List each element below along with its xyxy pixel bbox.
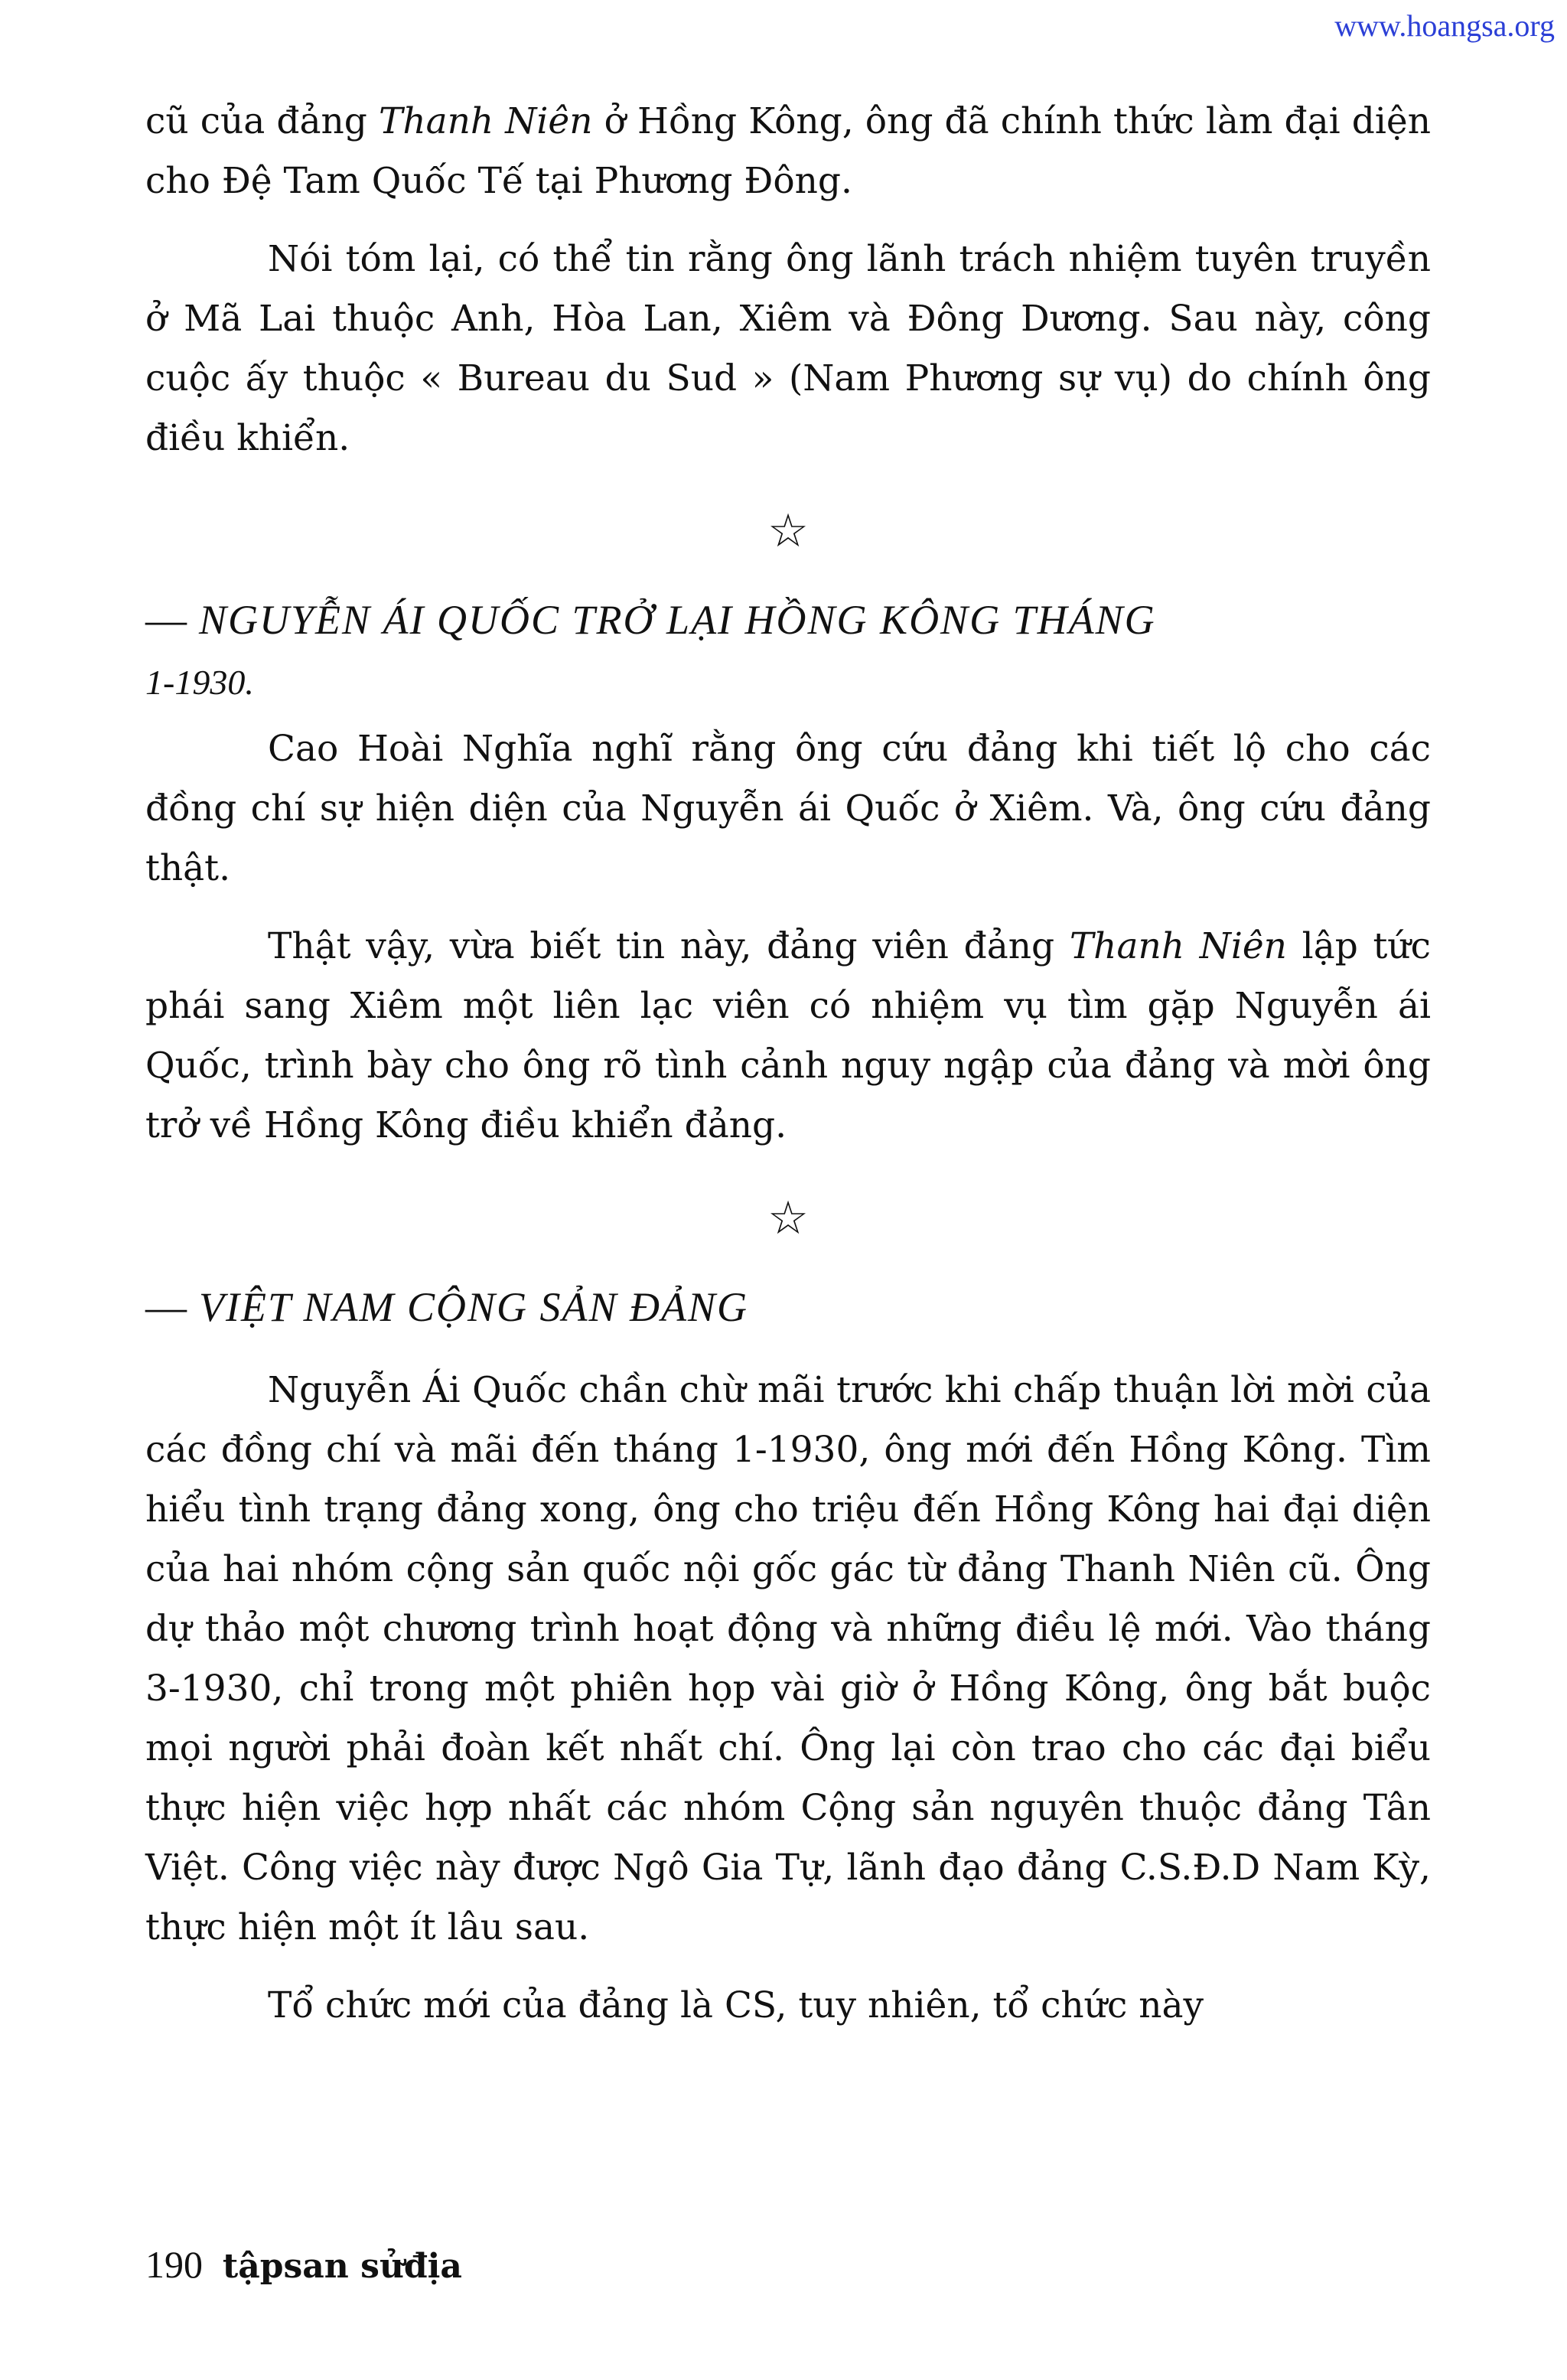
- page-body: [145, 92, 1431, 2036]
- heading-dash: —: [145, 597, 188, 643]
- journal-name: tậpsan sửđịa: [222, 2247, 462, 2286]
- section-heading-2: [145, 1272, 1431, 1342]
- star-icon: ☆: [767, 1192, 809, 1245]
- spacer: [145, 1958, 1431, 1976]
- section-heading-1-text: NGUYỄN ÁI QUỐC TRỞ LẠI HỒNG KÔNG THÁNG: [199, 597, 1156, 643]
- paragraph-4-italic: Thanh Niên: [1069, 925, 1287, 967]
- page-number: 190: [145, 2243, 203, 2286]
- page-footer: [145, 2242, 462, 2287]
- star-icon: ☆: [767, 504, 809, 558]
- section-heading-2-text: VIỆT NAM CỘNG SẢN ĐẢNG: [199, 1284, 749, 1330]
- paragraph-1: [145, 92, 1431, 211]
- paragraph-1-text-b: ở Hồng Kông, ông đã chính thức làm đại diện cho Đệ Tam Quốc Tế tại Phương Đông.: [145, 100, 1431, 202]
- paragraph-4-text-a: Thật vậy, vừa biết tin này, đảng viên đảng: [268, 925, 1070, 967]
- spacer: [145, 898, 1431, 917]
- section-heading-1: [145, 585, 1431, 655]
- paragraph-3: Cao Hoài Nghĩa nghĩ rằng ông cứu đảng khi tiết lộ cho các đồng chí sự hiện diện của Nguyễn ái Quốc ở Xiêm. Và, ông cứu đảng thật.: [145, 728, 1431, 889]
- heading-dash: —: [145, 1284, 188, 1330]
- website-watermark-link[interactable]: www.hoangsa.org: [1334, 8, 1555, 43]
- paragraph-2: Nói tóm lại, có thể tin rằng ông lãnh trách nhiệm tuyên truyền ở Mã Lai thuộc Anh, Hòa Lan, Xiêm và Đông Dương. Sau này, công cuộc ấy thuộc « Bureau du Sud » (Nam Phương sự vụ) do chính ông điều khiển.: [145, 238, 1431, 459]
- paragraph-5: Nguyễn Ái Quốc chần chừ mãi trước khi chấp thuận lời mời của các đồng chí và mãi đến tháng 1-1930, ông mới đến Hồng Kông. Tìm hiểu tình trạng đảng xong, ông cho triệu đến Hồng Kông hai đại diện của hai nhóm cộng sản quốc nội gốc gác từ đảng Thanh Niên cũ. Ông dự thảo một chương trình hoạt động và những điều lệ mới. Vào tháng 3-1930, chỉ trong một phiên họp vài giờ ở Hồng Kông, ông bắt buộc mọi người phải đoàn kết nhất chí. Ông lại còn trao cho các đại biểu thực hiện việc hợp nhất các nhóm Cộng sản nguyên thuộc đảng Tân Việt. Công việc này được Ngô Gia Tự, lãnh đạo đảng C.S.Đ.D Nam Kỳ, thực hiện một ít lâu sau.: [145, 1369, 1431, 1948]
- paragraph-4: [145, 917, 1431, 1156]
- paragraph-1-italic: Thanh Niên: [378, 100, 593, 142]
- section-heading-1-date: 1-1930.: [145, 663, 254, 702]
- spacer: [145, 1342, 1431, 1361]
- paragraph-4-text-b: lập tức phái sang Xiêm một liên lạc viên có nhiệm vụ tìm gặp Nguyễn ái Quốc, trình bày cho ông rõ tình cảnh nguy ngập của đảng và mời ông trở về Hồng Kông điều khiển đảng.: [145, 925, 1432, 1146]
- spacer: [145, 211, 1431, 230]
- paragraph-6: Tổ chức mới của đảng là CS, tuy nhiên, tổ chức này: [268, 1984, 1204, 2026]
- paragraph-1-text-a: cũ của đảng: [145, 100, 379, 142]
